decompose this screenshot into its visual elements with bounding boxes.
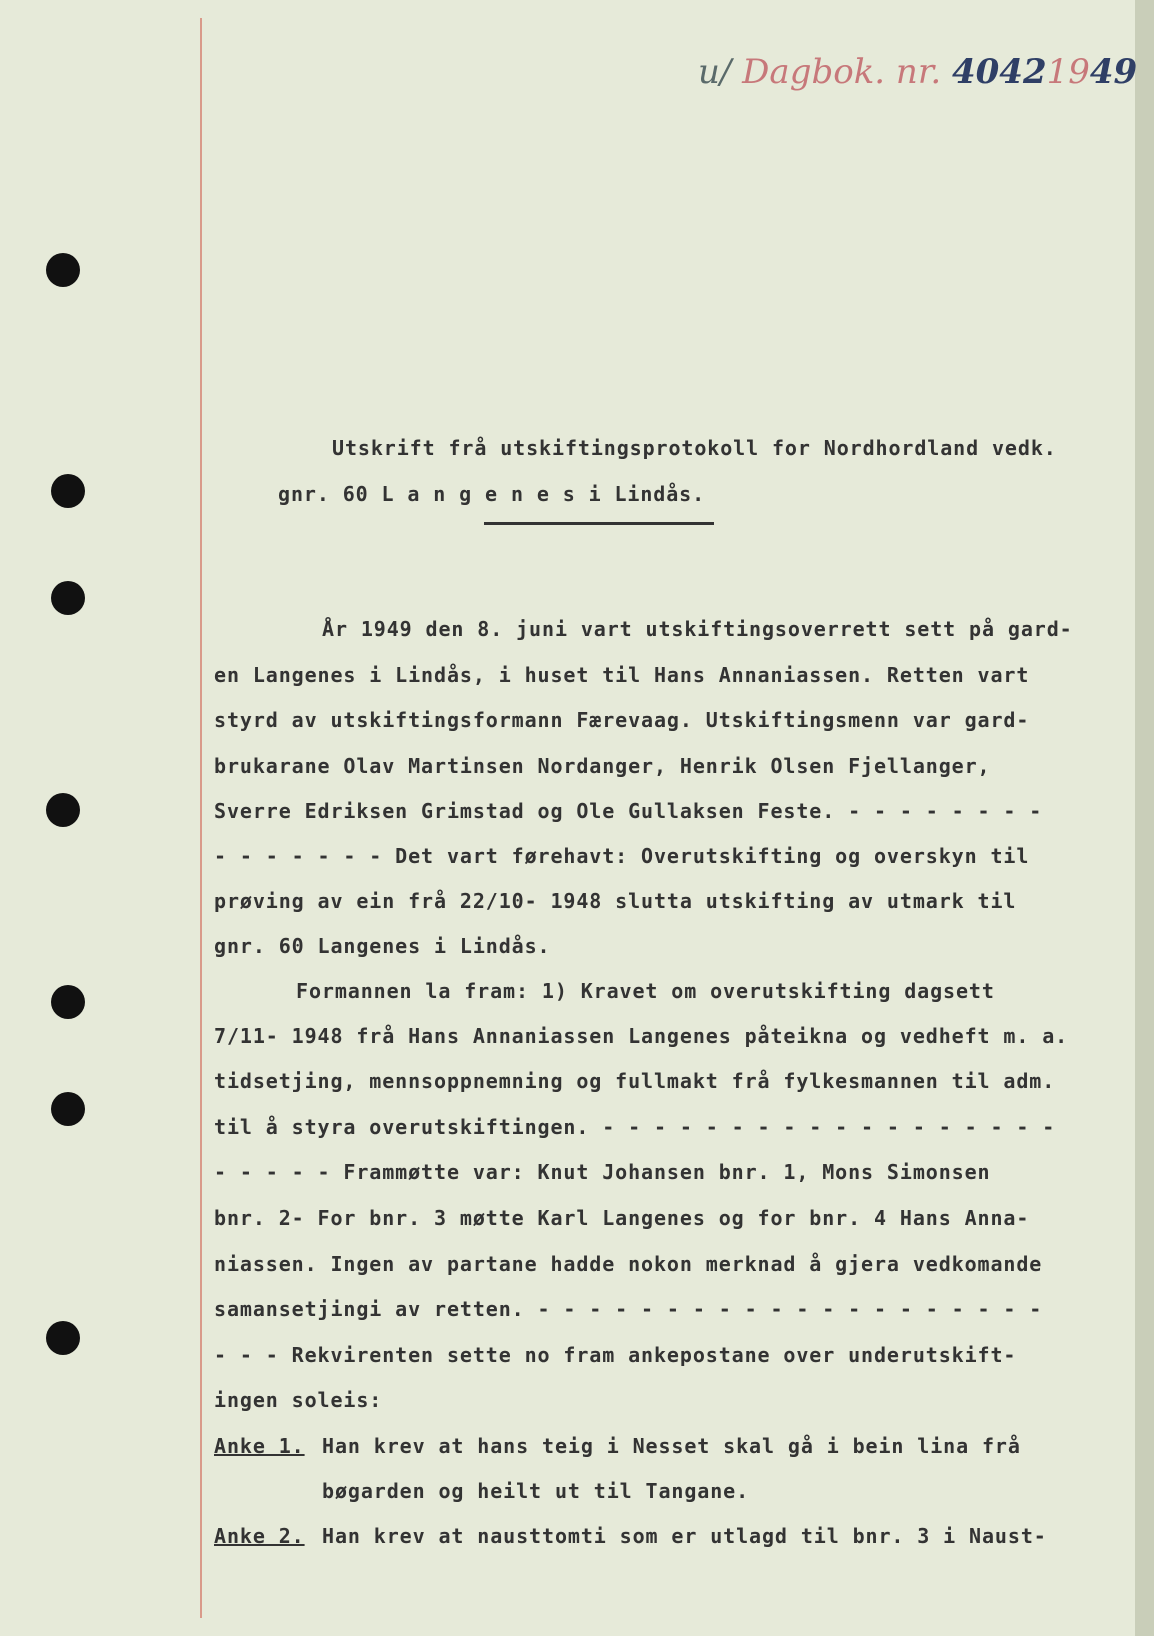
body-line: styrd av utskiftingsformann Færevaag. Utskiftingsmenn var gard- [214, 708, 1030, 732]
body-line: en Langenes i Lindås, i huset til Hans Annaniassen. Retten vart [214, 663, 1030, 687]
punch-hole-icon [46, 793, 80, 827]
body-line: Sverre Edriksen Grimstad og Ole Gullaksen Feste. - - - - - - - - [214, 799, 1043, 823]
anke-label: Anke 2. [214, 1524, 305, 1548]
body-line: bnr. 2- For bnr. 3 møtte Karl Langenes og for bnr. 4 Hans Anna- [214, 1206, 1030, 1230]
body-line: Formannen la fram: 1) Kravet om overutskifting dagsett [296, 979, 995, 1003]
body-line: niassen. Ingen av partane hadde nokon merknad å gjera vedkomande [214, 1252, 1043, 1276]
body-line: - - - - - Frammøtte var: Knut Johansen bnr. 1, Mons Simonsen [214, 1160, 991, 1184]
body-line: År 1949 den 8. juni vart utskiftingsoverrett sett på gard- [322, 617, 1073, 641]
anke-text: bøgarden og heilt ut til Tangane. [322, 1479, 750, 1503]
punch-hole-icon [51, 985, 85, 1019]
body-line: brukarane Olav Martinsen Nordanger, Henrik Olsen Fjellanger, [214, 754, 991, 778]
anke-label: Anke 1. [214, 1434, 305, 1458]
body-line: gnr. 60 Langenes i Lindås. [214, 934, 551, 958]
document-title: Utskrift frå utskiftingsprotokoll for Nordhordland vedk. [332, 436, 1057, 460]
dagbok-stamp [698, 52, 1138, 98]
stamp-year-handwritten: 49 [1089, 52, 1138, 92]
body-line: samansetjingi av retten. - - - - - - - - - - - - - - - - - - - - [214, 1297, 1043, 1321]
stamp-label: Dagbok. nr. [742, 52, 942, 92]
body-line: til å styra overutskiftingen. - - - - - - - - - - - - - - - - - - [214, 1115, 1056, 1139]
body-line: prøving av ein frå 22/10- 1948 slutta utskifting av utmark til [214, 889, 1017, 913]
margin-line [200, 18, 202, 1618]
title-rule [484, 522, 714, 525]
body-line: - - - - - - - Det vart førehavt: Overutskifting og overskyn til [214, 844, 1030, 868]
stamp-number: 4042 [951, 52, 1047, 92]
page-edge [1135, 0, 1154, 1636]
punch-hole-icon [46, 253, 80, 287]
body-line: 7/11- 1948 frå Hans Annaniassen Langenes påteikna og vedheft m. a. [214, 1024, 1069, 1048]
stamp-year-printed: 19 [1046, 52, 1090, 92]
punch-hole-icon [46, 1321, 80, 1355]
anke-text: Han krev at nausttomti som er utlagd til bnr. 3 i Naust- [322, 1524, 1047, 1548]
body-line: ingen soleis: [214, 1388, 383, 1412]
anke-text: Han krev at hans teig i Nesset skal gå i bein lina frå [322, 1434, 1021, 1458]
punch-hole-icon [51, 1092, 85, 1126]
document-subtitle: gnr. 60 L a n g e n e s i Lindås. [278, 482, 706, 506]
punch-hole-icon [51, 581, 85, 615]
punch-hole-icon [51, 474, 85, 508]
stamp-prefix: u/ [698, 52, 732, 92]
body-line: - - - Rekvirenten sette no fram ankepostane over underutskift- [214, 1343, 1017, 1367]
body-line: tidsetjing, mennsoppnemning og fullmakt frå fylkesmannen til adm. [214, 1069, 1056, 1093]
